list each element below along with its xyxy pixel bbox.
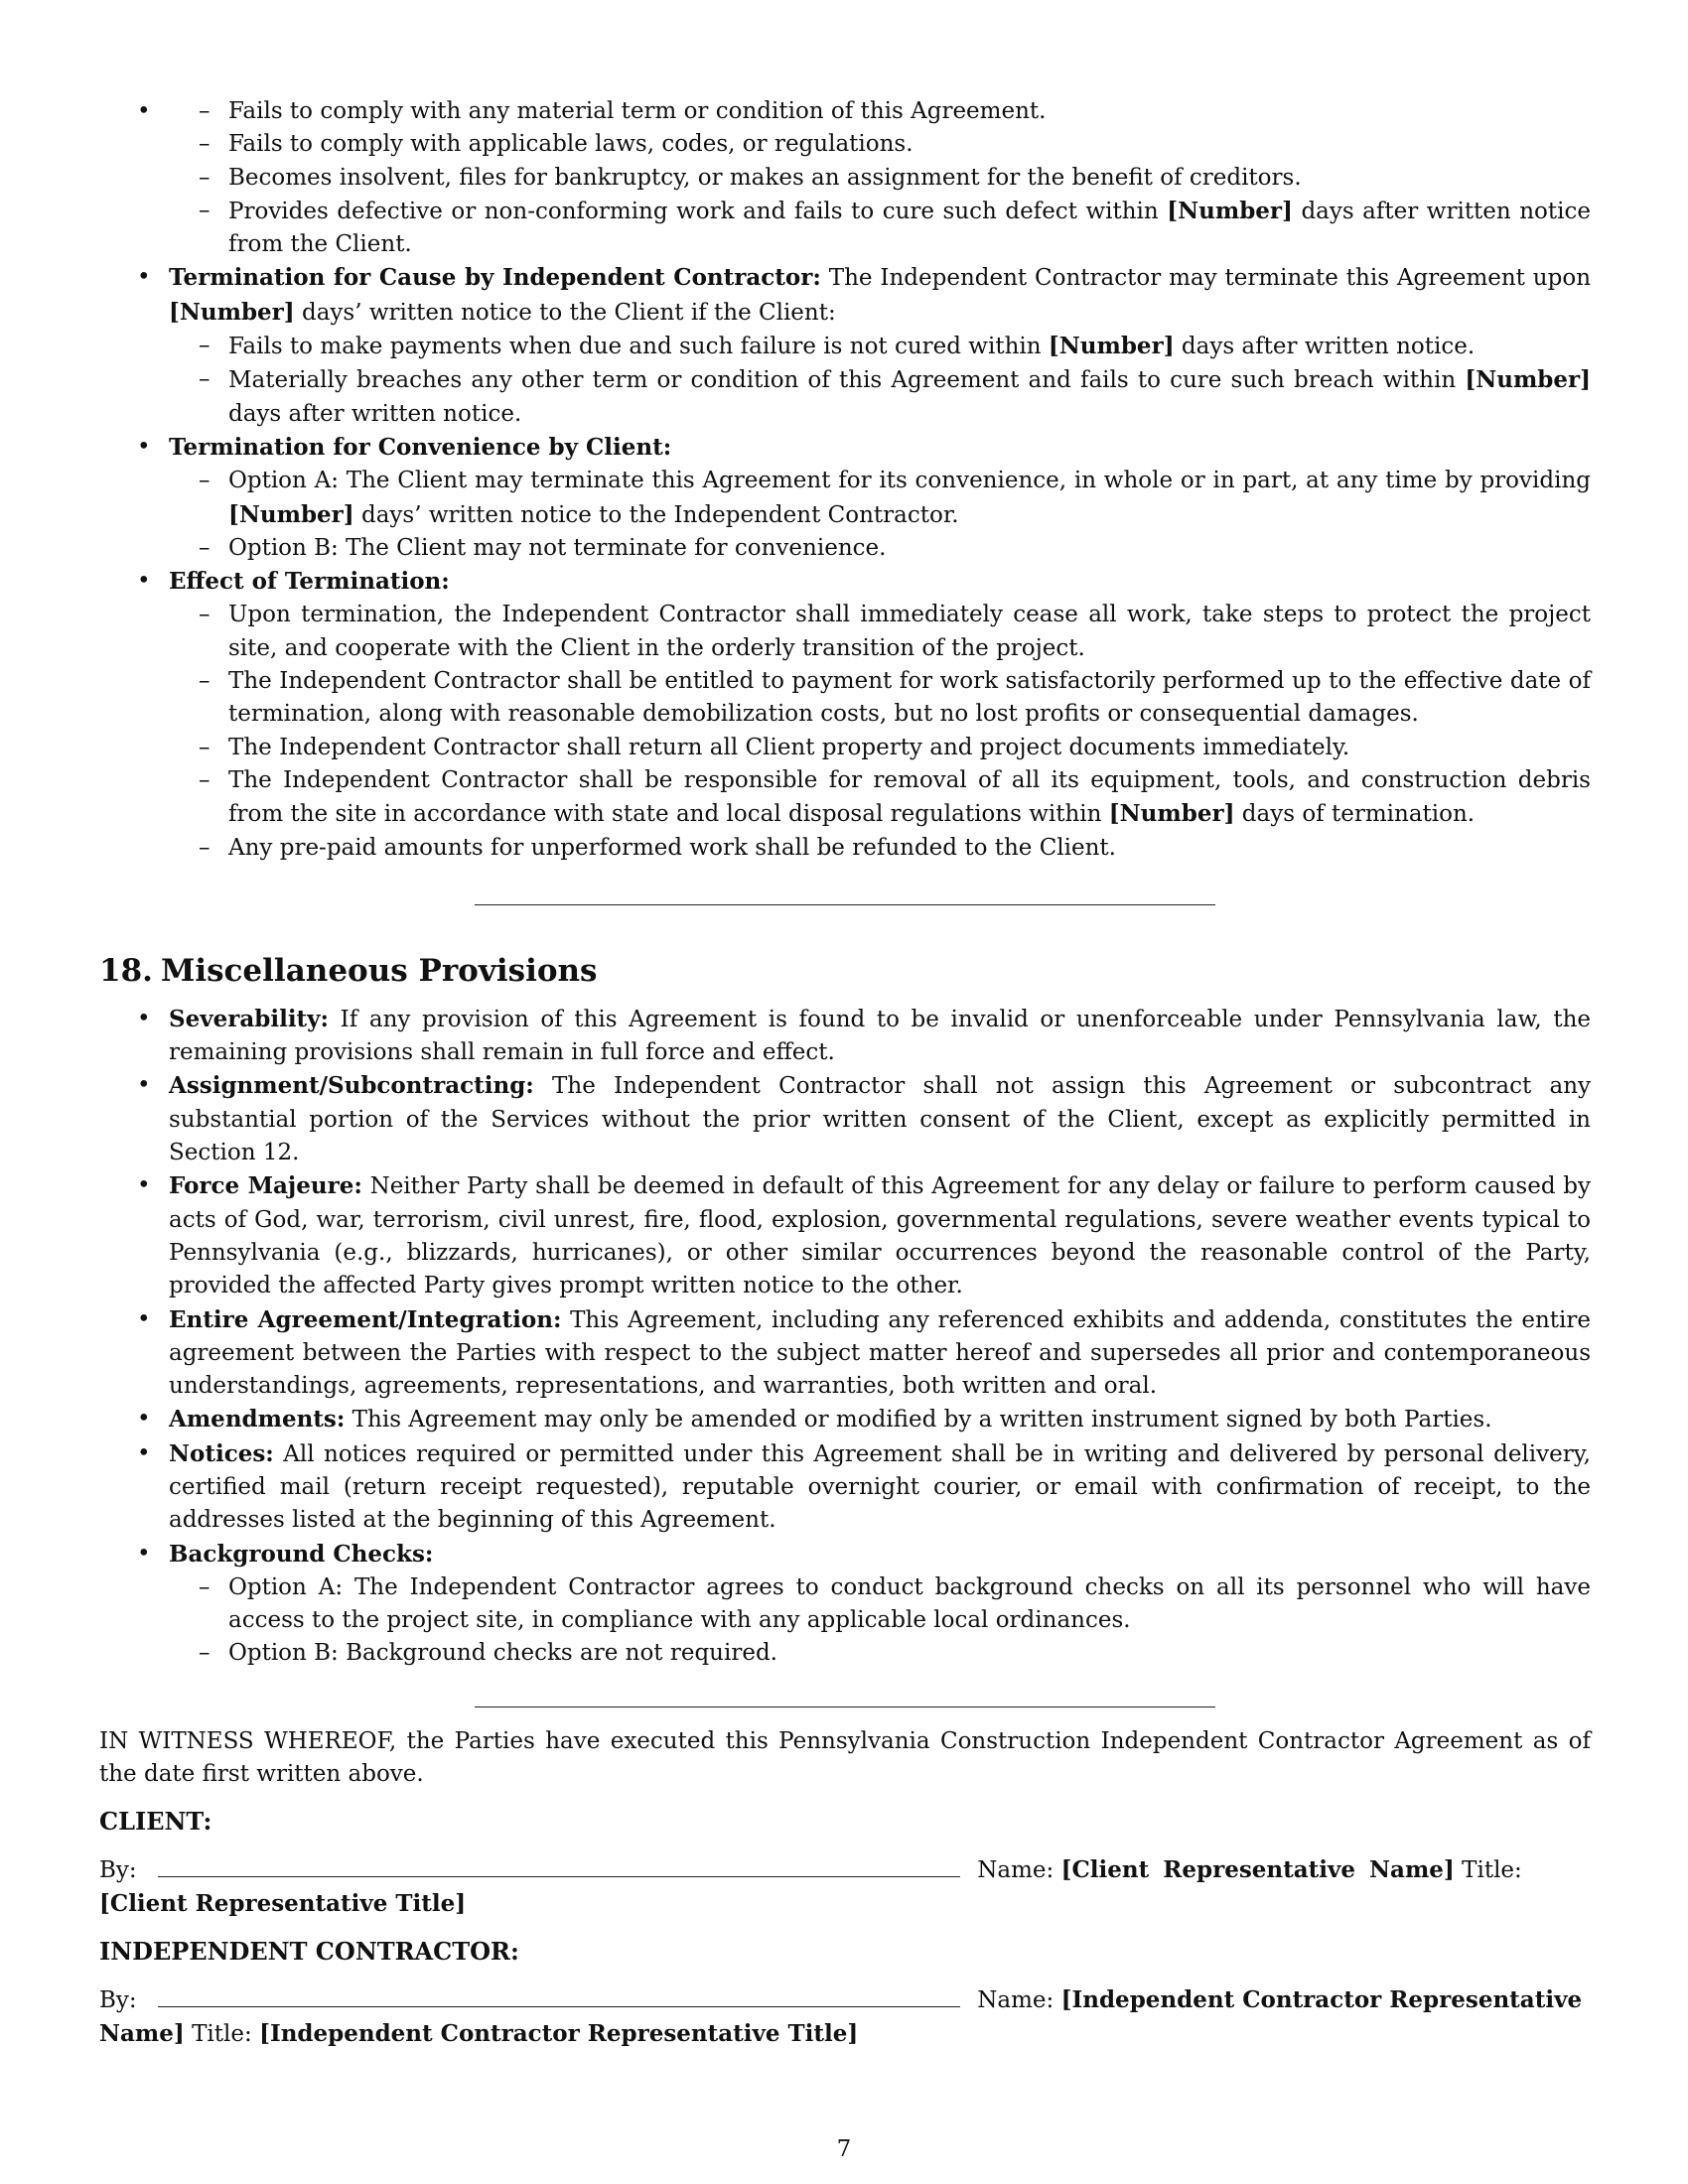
list-item: • Amendments: This Agreement may only be amended or modified by a written instrument signed by both Parties. xyxy=(99,1403,1591,1436)
sublist xyxy=(169,330,1591,431)
client-signature-block: By: Name: [Client Representative Name] Title: [Client Representative Title] xyxy=(99,1852,1591,1922)
page-number: 7 xyxy=(836,2136,852,2162)
list-item: – The Independent Contractor shall be responsible for removal of all its equipment, tools, and construction debris from the site in accordance with state and local disposal regulations within [Number] days of termination. xyxy=(199,766,1591,828)
client-heading: CLIENT: xyxy=(99,1807,212,1837)
misc-provisions-list xyxy=(99,1003,1591,1671)
sublist xyxy=(169,599,1591,864)
list-item: – Becomes insolvent, files for bankruptcy, or makes an assignment for the benefit of creditors. xyxy=(199,164,1302,191)
termination-list xyxy=(99,95,1591,261)
sublist xyxy=(169,465,1591,565)
list-item: – Fails to make payments when due and such failure is not cured within [Number] days after written notice. xyxy=(199,333,1476,360)
sublist xyxy=(169,95,1591,261)
list-item xyxy=(99,95,1591,261)
list-item: – Provides defective or non-conforming work and fails to cure such defect within [Number] days after written notice from the Client. xyxy=(199,197,1591,258)
list-item: • – Fails to comply with any material term or condition of this Agreement. xyxy=(199,98,1047,124)
list-item: – Any pre-paid amounts for unperformed work shall be refunded to the Client. xyxy=(199,834,1116,861)
document-page xyxy=(99,95,1591,2051)
signature-line[interactable] xyxy=(158,1852,960,1877)
list-item: – The Independent Contractor shall be entitled to payment for work satisfactorily performed up to the effective date of termination, along with reasonable demobilization costs, but no lost profits or consequential damages. xyxy=(199,668,1591,728)
section-heading: 18. Miscellaneous Provisions xyxy=(99,952,598,989)
bullet-cause-by-contractor: • Termination for Cause by Independent Contractor: The Independent Contractor may terminate this Agreement upon [Number] days’ written notice to the Client if the Client: – Fails to make payments when due and such failure is not cured within [Number] days after written notice. – Materially breaches any other term or condition of this Agreement and fails to cure such breach within [Number] days after written notice. xyxy=(99,261,1591,430)
signature-line[interactable] xyxy=(158,1982,960,2007)
list-item: – Option B: The Client may not terminate for convenience. xyxy=(199,534,887,561)
list-item: • Notices: All notices required or permitted under this Agreement shall be in writing and delivered by personal delivery, certified mail (return receipt requested), reputable overnight courier, or email with confirmation of receipt, to the addresses listed at the beginning of this Agreement. xyxy=(99,1437,1591,1538)
bullet-convenience-by-client: • Termination for Convenience by Client: – Option A: The Client may terminate this Agreement for its convenience, in whole or in part, at any time by providing [Number] days’ written notice to the Independent Contractor. – Option B: The Client may not terminate for convenience. xyxy=(99,431,1591,565)
witness-paragraph: IN WITNESS WHEREOF, the Parties have executed this Pennsylvania Construction Independent Contractor Agreement as of the date first written above. xyxy=(99,1727,1591,1788)
list-item: – Materially breaches any other term or condition of this Agreement and fails to cure such breach within [Number] days after written notice. xyxy=(199,366,1591,427)
list-item: • Force Majeure: Neither Party shall be deemed in default of this Agreement for any delay or failure to perform caused by acts of God, war, terrorism, civil unrest, fire, flood, explosion, governmental regulations, severe weather events typical to Pennsylvania (e.g., blizzards, hurricanes), or other similar occurrences beyond the reasonable control of the Party, provided the affected Party gives prompt written notice to the other. xyxy=(99,1169,1591,1302)
list-item: • Severability: If any provision of this Agreement is found to be invalid or unenforceable under Pennsylvania law, the remaining provisions shall remain in full force and effect. xyxy=(99,1003,1591,1070)
list-item: – The Independent Contractor shall return all Client property and project documents immediately. xyxy=(199,734,1350,760)
sublist xyxy=(169,1571,1591,1671)
termination-bullets xyxy=(99,261,1591,864)
list-item: • Entire Agreement/Integration: This Agreement, including any referenced exhibits and addenda, constitutes the entire agreement between the Parties with respect to the subject matter hereof and supersedes all prior and contemporaneous understandings, agreements, representations, and warranties, both written and oral. xyxy=(99,1303,1591,1404)
list-item: – Upon termination, the Independent Contractor shall immediately cease all work, take steps to protect the project site, and cooperate with the Client in the orderly transition of the project. xyxy=(199,602,1591,661)
contractor-heading: INDEPENDENT CONTRACTOR: xyxy=(99,1937,519,1967)
contractor-signature-block: By: Name: [Independent Contractor Representative Name] Title: [Independent Contractor Representative Title] xyxy=(99,1982,1591,2052)
list-item: – Option B: Background checks are not required. xyxy=(199,1640,777,1667)
list-item: • Background Checks: – Option A: The Independent Contractor agrees to conduct background checks on all its personnel who will have access to the project site, in compliance with any applicable local ordinances. – Option B: Background checks are not required. xyxy=(99,1538,1591,1671)
list-item: – Option A: The Independent Contractor agrees to conduct background checks on all its personnel who will have access to the project site, in compliance with any applicable local ordinances. xyxy=(199,1573,1591,1634)
list-item: – Option A: The Client may terminate this Agreement for its convenience, in whole or in part, at any time by providing [Number] days’ written notice to the Independent Contractor. xyxy=(199,468,1591,528)
list-item: – Fails to comply with applicable laws, codes, or regulations. xyxy=(199,131,914,158)
list-item: • Assignment/Subcontracting: The Independent Contractor shall not assign this Agreement or subcontract any substantial portion of the Services without the prior written consent of the Client, except as explicitly permitted in Section 12. xyxy=(99,1069,1591,1169)
bullet-effect-of-termination: • Effect of Termination: – Upon termination, the Independent Contractor shall immediately cease all work, take steps to protect the project site, and cooperate with the Client in the orderly transition of the project. – The Independent Contractor shall be entitled to payment for work satisfactorily performed up to the effective date of termination, along with reasonable demobilization costs, but no lost profits or consequential damages. – The Independent Contractor shall return all Client property and project documents immediately. – The Independent Contractor shall be responsible for removal of all its equipment, tools, and construction debris from the site in accordance with state and local disposal regulations within [Number] days of termination. – Any pre-paid amounts for unperformed work shall be refunded to the Client. xyxy=(99,565,1591,865)
